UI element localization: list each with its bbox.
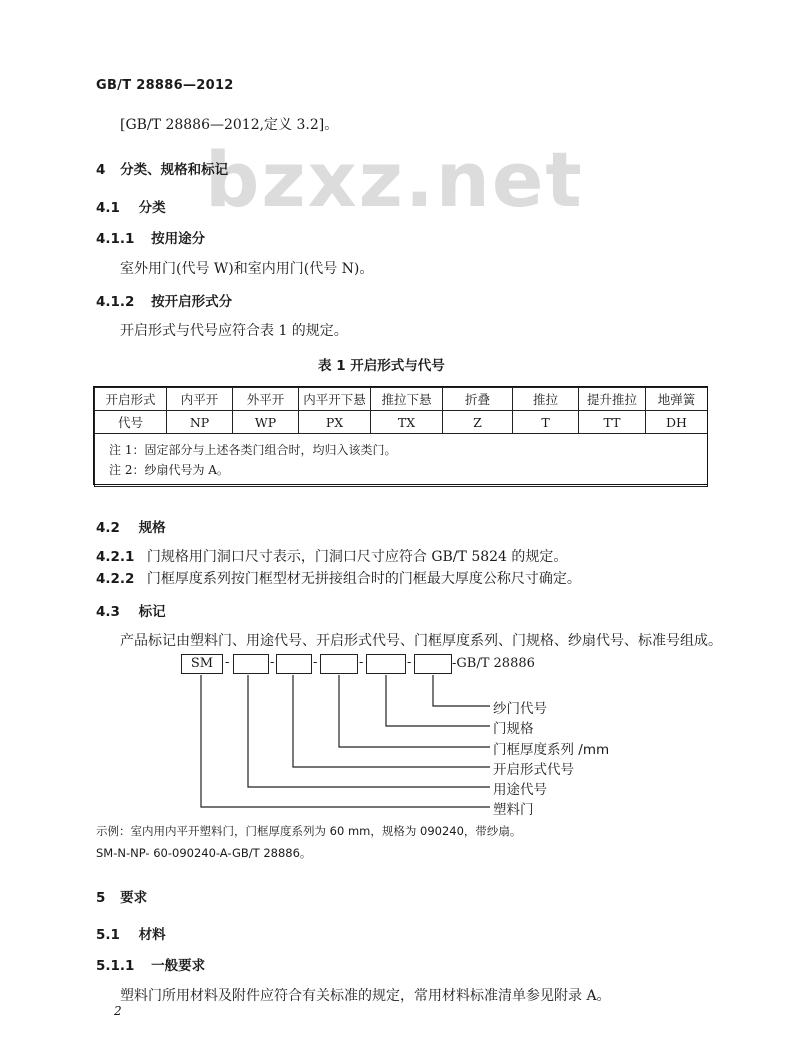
table-cell: WP bbox=[233, 411, 299, 434]
table-cell: 内平开下悬 bbox=[299, 388, 371, 411]
marking-label: 开启形式代号 bbox=[493, 762, 574, 778]
section-body: 门框厚度系列按门框型材无拼接组合时的门框最大厚度公称尺寸确定。 bbox=[146, 571, 581, 587]
standard-number: GB/T 28886—2012 bbox=[96, 78, 234, 93]
marking-label: 门框厚度系列 /mm bbox=[493, 742, 610, 758]
marking-label: 纱门代号 bbox=[493, 701, 547, 717]
marking-dash: - bbox=[359, 655, 364, 670]
marking-dash: - bbox=[225, 655, 230, 670]
table-cell: 折叠 bbox=[443, 388, 513, 411]
leader-line bbox=[293, 675, 490, 767]
section-number: 4.1.2 bbox=[96, 294, 135, 310]
example-line: SM-N-NP- 60-090240-A-GB/T 28886。 bbox=[96, 846, 312, 860]
marking-dash: - bbox=[313, 655, 318, 670]
watermark-text: bzxz.net bbox=[205, 135, 584, 224]
section-title: 按用途分 bbox=[151, 231, 206, 247]
marking-dash: - bbox=[270, 655, 275, 670]
table-cell: 推拉 bbox=[513, 388, 579, 411]
section-4-1-1-body: 室外用门(代号 W)和室内用门(代号 N)。 bbox=[120, 261, 374, 277]
section-number: 4.2 bbox=[96, 520, 120, 536]
table-cell: 提升推拉 bbox=[579, 388, 646, 411]
section-title: 分类 bbox=[138, 200, 166, 216]
table-note: 注 1：固定部分与上述各类门组合时，均归入该类门。 bbox=[109, 443, 397, 457]
table-cell: TX bbox=[371, 411, 443, 434]
table-cell: DH bbox=[646, 411, 708, 434]
marking-label: 门规格 bbox=[493, 721, 534, 737]
table-cell: NP bbox=[167, 411, 233, 434]
table-caption: 表 1 开启形式与代号 bbox=[318, 358, 445, 374]
table-cell: 内平开 bbox=[167, 388, 233, 411]
section-title: 要求 bbox=[120, 890, 148, 906]
section-5-1-1-body: 塑料门所用材料及附件应符合有关标准的规定，常用材料标准清单参见附录 A。 bbox=[120, 988, 611, 1004]
leader-line bbox=[433, 675, 490, 706]
page-number: 2 bbox=[114, 1004, 122, 1018]
section-number: 4.1.1 bbox=[96, 231, 135, 247]
section-body: 门规格用门洞口尺寸表示，门洞口尺寸应符合 GB/T 5824 的规定。 bbox=[146, 549, 568, 565]
marking-box-sm: SM bbox=[181, 654, 223, 674]
section-number: 4 bbox=[96, 162, 106, 178]
table-cell: 推拉下悬 bbox=[371, 388, 443, 411]
section-number: 5.1 bbox=[96, 927, 120, 943]
section-title: 按开启形式分 bbox=[151, 294, 233, 310]
section-number: 4.2.2 bbox=[96, 571, 135, 587]
marking-dash: - bbox=[407, 655, 412, 670]
table-cell: 开启形式 bbox=[95, 388, 167, 411]
section-number: 5 bbox=[96, 890, 106, 906]
section-5-1-1-heading bbox=[96, 954, 205, 974]
leader-line bbox=[386, 675, 490, 726]
table-cell: T bbox=[513, 411, 579, 434]
section-title: 分类、规格和标记 bbox=[120, 162, 229, 178]
example-line: 示例：室内用内平开塑料门，门框厚度系列为 60 mm，规格为 090240，带纱扇。 bbox=[96, 824, 522, 838]
marking-label: 用途代号 bbox=[493, 782, 547, 798]
leader-line bbox=[339, 675, 490, 747]
section-number: 5.1.1 bbox=[96, 958, 135, 974]
section-title: 材料 bbox=[138, 927, 166, 943]
table-cell: Z bbox=[443, 411, 513, 434]
table-cell: PX bbox=[299, 411, 371, 434]
section-5-heading bbox=[96, 886, 147, 906]
marking-label: 塑料门 bbox=[493, 802, 534, 818]
table-cell: 外平开 bbox=[233, 388, 299, 411]
section-title: 规格 bbox=[138, 520, 166, 536]
marking-standard-number: GB/T 28886 bbox=[456, 656, 535, 671]
leader-line bbox=[248, 675, 490, 787]
table-cell: TT bbox=[579, 411, 646, 434]
reference-text: [GB/T 28886—2012,定义 3.2]。 bbox=[120, 117, 339, 133]
section-4-1-2-body: 开启形式与代号应符合表 1 的规定。 bbox=[120, 323, 348, 339]
section-title: 一般要求 bbox=[151, 958, 206, 974]
table-note: 注 2：纱扇代号为 A。 bbox=[109, 463, 229, 477]
section-number: 4.3 bbox=[96, 604, 120, 620]
section-4-3-body: 产品标记由塑料门、用途代号、开启形式代号、门框厚度系列、门规格、纱扇代号、标准号组成。 bbox=[120, 633, 722, 649]
section-5-1-heading bbox=[96, 923, 166, 943]
section-title: 标记 bbox=[138, 604, 166, 620]
section-number: 4.1 bbox=[96, 200, 120, 216]
table-cell: 地弹簧 bbox=[646, 388, 708, 411]
table-cell: 代号 bbox=[95, 411, 167, 434]
section-number: 4.2.1 bbox=[96, 549, 135, 565]
marking-standard-suffix: -GB/T 28886 bbox=[452, 656, 535, 671]
